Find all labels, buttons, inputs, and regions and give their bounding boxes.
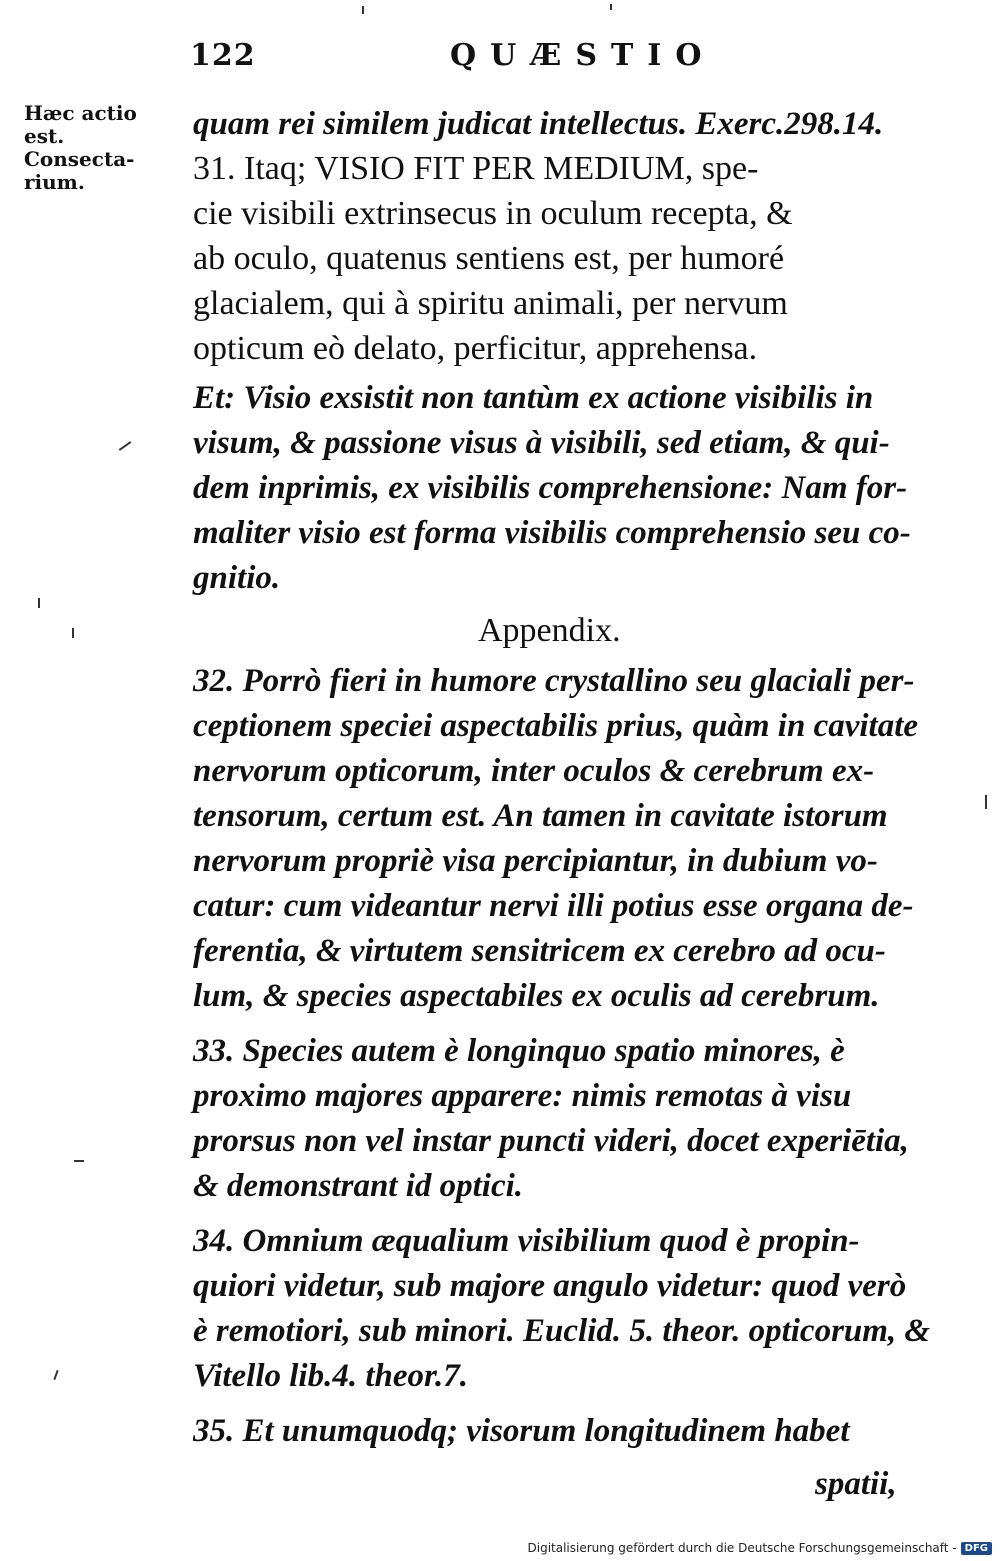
text-line: 31. Itaq; VISIO FIT PER MEDIUM, spe- <box>193 150 759 187</box>
section-heading: Appendix. <box>478 612 621 649</box>
text-line: Et: Visio exsistit non tantùm ex actione visibilis in <box>193 380 874 416</box>
marginal-note <box>24 102 164 194</box>
text-line: dem inprimis, ex visibilis comprehensione: Nam for- <box>193 470 908 506</box>
text-line: proximo majores apparere: nimis remotas à visu <box>193 1078 852 1114</box>
text-line: ferentia, & virtutem sensitricem ex cerebro ad ocu- <box>193 933 886 969</box>
text-line: tensorum, certum est. An tamen in cavitate istorum <box>193 798 888 834</box>
text-line: nervorum propriè visa percipiantur, in dubium vo- <box>193 843 878 879</box>
digitization-footer <box>528 1541 993 1555</box>
marginal-note-line: Consecta- <box>24 147 135 171</box>
text-line: 32. Porrò fieri in humore crystallino seu glaciali per- <box>193 663 915 699</box>
scan-speck <box>53 1370 58 1380</box>
scan-speck <box>74 1160 84 1162</box>
text-line: prorsus non vel instar puncti videri, docet experiētia, <box>193 1123 909 1159</box>
marginal-note-line: est. <box>24 124 65 148</box>
text-line: lum, & species aspectabiles ex oculis ad cerebrum. <box>193 978 880 1014</box>
text-line: gnitio. <box>193 560 281 596</box>
scan-speck <box>362 6 364 14</box>
text-line: catur: cum videantur nervi illi potius esse organa de- <box>193 888 914 924</box>
text-line: è remotiori, sub minori. Euclid. 5. theor. opticorum, & <box>193 1313 931 1349</box>
catchword: spatii, <box>815 1466 897 1502</box>
text-line: quam rei similem judicat intellectus. Exerc.298.14. <box>193 106 884 142</box>
footer-text: Digitalisierung gefördert durch die Deutsche Forschungsgemeinschaft - <box>527 1541 957 1555</box>
text-line: cie visibili extrinsecus in oculum recepta, & <box>193 195 793 232</box>
text-line: 33. Species autem è longinquo spatio minores, è <box>193 1033 845 1069</box>
scan-speck <box>72 628 74 638</box>
scan-speck <box>119 441 132 451</box>
page-number: 122 <box>190 38 256 73</box>
text-line: maliter visio est forma visibilis comprehensio seu co- <box>193 515 911 551</box>
text-line: 35. Et unumquodq; visorum longitudinem habet <box>193 1413 850 1449</box>
text-line: glacialem, qui à spiritu animali, per nervum <box>193 285 788 322</box>
text-line: visum, & passione visus à visibili, sed etiam, & qui- <box>193 425 890 461</box>
dfg-logo-icon: DFG <box>961 1542 992 1555</box>
running-title: QUÆSTIO <box>450 38 716 73</box>
text-line: ab oculo, quatenus sentiens est, per humoré <box>193 240 785 277</box>
text-line: ceptionem speciei aspectabilis prius, quàm in cavitate <box>193 708 919 744</box>
text-line: Vitello lib.4. theor.7. <box>193 1358 469 1394</box>
scan-speck <box>985 795 987 809</box>
text-line: & demonstrant id optici. <box>193 1168 524 1204</box>
page-header <box>190 38 950 88</box>
text-line: opticum eò delato, perficitur, apprehensa. <box>193 330 758 367</box>
text-line: nervorum opticorum, inter oculos & cerebrum ex- <box>193 753 875 789</box>
text-line: 34. Omnium æqualium visibilium quod è propin- <box>193 1223 860 1259</box>
scan-speck <box>610 4 612 10</box>
marginal-note-line: rium. <box>24 170 85 194</box>
marginal-note-line: Hæc actio <box>24 101 137 125</box>
text-line: quiori videtur, sub majore angulo videtur: quod verò <box>193 1268 907 1304</box>
scan-speck <box>38 598 40 608</box>
